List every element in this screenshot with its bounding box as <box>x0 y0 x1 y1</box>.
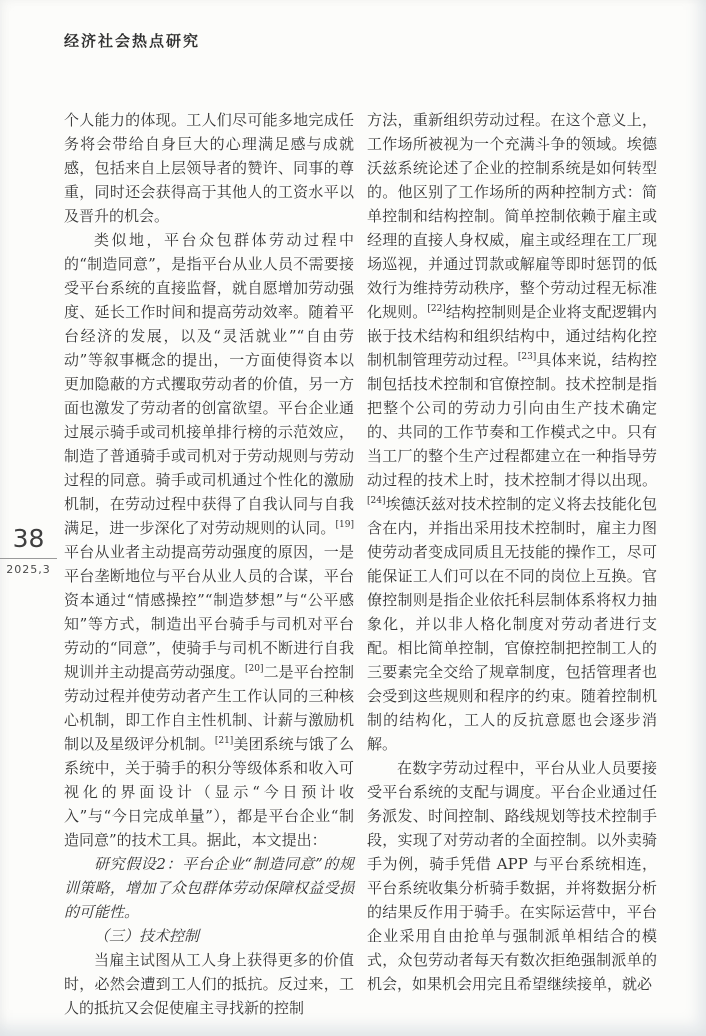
paragraph <box>367 756 657 996</box>
text-run: 方法，重新组织劳动过程。在这个意义上，工作场所被视为一个充满斗争的领域。埃德沃兹系统论述了企业的控制系统是如何转型的。他区别了工作场所的两种控制方式：简单控制和结构控制。简单控制依赖于雇主或经理的直接人身权威，雇主或经理在工厂现场巡视，并通过罚款或解雇等即时惩罚的低效行为维持劳动秩序，整个劳动过程无标准化规则。 <box>367 111 657 321</box>
paragraph <box>64 948 354 1020</box>
text-run: 类似地，平台众包群体劳动过程中的“制造同意”，是指平台从业人员不需要接受平台系统的直接监督，就自愿增加劳动强度、延长工作时间和提高劳动效率。随着平台经济的发展，以及“灵活就业”“自由劳动”等叙事概念的提出，一方面使得资本以更加隐蔽的方式攫取劳动者的价值，另一方面也激发了劳动者的创富欲望。平台企业通过展示骑手或司机接单排行榜的示范效应，制造了普通骑手或司机对于劳动规则与劳动过程的同意。骑手或司机通过个性化的激励机制，在劳动过程中获得了自我认同与自我满足，进一步深化了对劳动规则的认同。 <box>64 231 354 537</box>
text-run: （三）技术控制 <box>94 927 200 945</box>
text-columns <box>64 108 657 1020</box>
citation-ref: [19] <box>335 520 354 530</box>
citation-ref: [24] <box>367 496 386 506</box>
citation-ref: [22] <box>427 304 446 314</box>
citation-ref: [20] <box>245 664 264 674</box>
text-run: 结构控制则是企业将支配逻辑内嵌于技术结构和组织结构中，通过结构化控制机制管理劳动过程。 <box>367 303 657 369</box>
paragraph <box>64 108 354 228</box>
left-column <box>64 108 354 1020</box>
text-run: 埃德沃兹对技术控制的定义将去技能化包含在内，并指出采用技术控制时，雇主力图使劳动者变成同质且无技能的操作工，尽可能保证工人们可以在不同的岗位上互换。官僚控制则是指企业依托科层制体系将权力抽象化，并以非人格化制度对劳动者进行支配。相比简单控制，官僚控制把控制工人的三要素完全交给了规章制度，包括管理者也会受到这些规则和程序的约束。随着控制机制的结构化，工人的反抗意愿也会逐步消解。 <box>367 495 657 753</box>
text-run: 研究假设2：平台企业“制造同意”的规训策略，增加了众包群体劳动保障权益受损的可能性。 <box>64 855 354 921</box>
text-run: 具体来说，结构控制包括技术控制和官僚控制。技术控制是指把整个公司的劳动力引向由生产技术确定的、共同的工作节奏和工作模式之中。只有当工厂的整个生产过程都建立在一种指导劳动过程的技术上时，技术控制才得以出现。 <box>367 351 657 489</box>
text-run: 个人能力的体现。工人们尽可能多地完成任务将会带给自身巨大的心理满足感与成就感，包括来自上层领导者的赞许、同事的尊重，同时还会获得高于其他人的工资水平以及晋升的机会。 <box>64 111 354 225</box>
text-run: 平台从业者主动提高劳动强度的原因，一是平台垄断地位与平台从业人员的合谋，平台资本通过“情感操控”“制造梦想”与“公平感知”等方式，制造出平台骑手与司机对平台劳动的“同意”，使骑手与司机不断进行自我规训并主动提高劳动强度。 <box>64 543 354 681</box>
section-header: 经济社会热点研究 <box>64 32 201 50</box>
paragraph <box>64 228 354 852</box>
margin-divider <box>0 558 57 559</box>
page-margin-block <box>0 524 57 576</box>
citation-ref: [21] <box>214 736 234 746</box>
text-run: 在数字劳动过程中，平台从业人员要接受平台系统的支配与调度。平台企业通过任务派发、时间控制、路线规划等技术控制手段，实现了对劳动者的全面控制。以外卖骑手为例，骑手凭借 APP 与平台系统相连，平台系统收集分析骑手数据，并将数据分析的结果反作用于骑手。在实际运营中，平台企业采用自由抢单与强制派单相结合的模式，众包劳动者每天有数次拒绝强制派单的机会，如果机会用完且希望继续接单，就必 <box>367 759 657 993</box>
paragraph <box>367 108 657 756</box>
paragraph <box>64 852 354 924</box>
right-column <box>367 108 657 1020</box>
paragraph <box>64 924 354 948</box>
text-run: 二是平台控制劳动过程并使劳动者产生工作认同的三种核心机制，即工作自主性机制、计薪与激励机制以及星级评分机制。 <box>64 663 354 753</box>
text-run: 当雇主试图从工人身上获得更多的价值时，必然会遭到工人们的抵抗。反过来，工人的抵抗又会促使雇主寻找新的控制 <box>64 951 354 1017</box>
citation-ref: [23] <box>517 352 537 362</box>
text-run: 美团系统与饿了么系统中，关于骑手的积分等级体系和收入可视化的界面设计（显示“今日预计收入”与“今日完成单量”），都是平台企业“制造同意”的技术工具。据此，本文提出： <box>64 735 354 849</box>
issue-label: 2025,3 <box>6 563 51 576</box>
page-number: 38 <box>12 524 45 553</box>
